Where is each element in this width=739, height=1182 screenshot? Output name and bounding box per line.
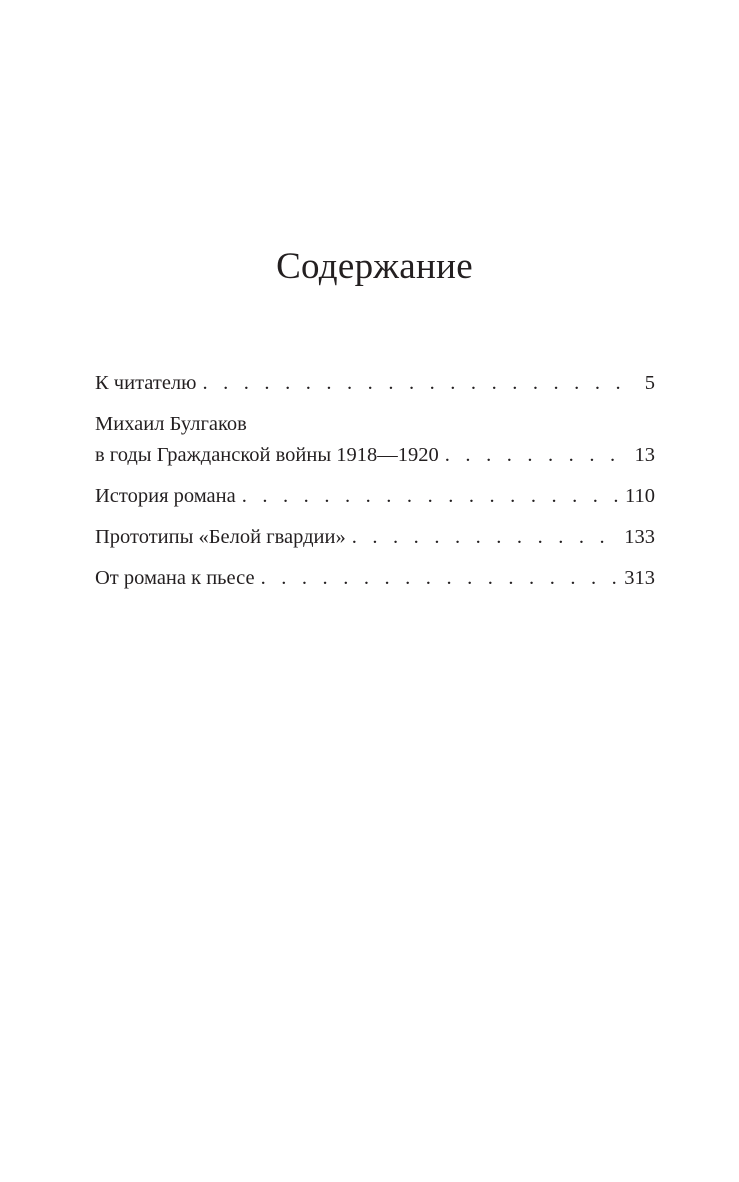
toc-entry-title: Прототипы «Белой гвардии» — [95, 526, 346, 548]
toc-page-number: 13 — [634, 444, 655, 466]
toc-entry-title: в годы Гражданской войны 1918—1920 — [95, 444, 439, 466]
toc-page-number: 313 — [624, 567, 655, 589]
toc-entry-title: История романа — [95, 485, 236, 507]
page-title: Содержание — [276, 246, 473, 287]
toc-entry-title: К читателю — [95, 372, 197, 394]
toc-entry-title-line: Михаил Булгаков — [95, 413, 247, 435]
dot-leader — [352, 522, 619, 553]
dot-leader — [261, 563, 619, 594]
dot-leader — [445, 440, 625, 471]
toc-entry-novel-history — [95, 481, 655, 512]
toc-entry-to-reader — [95, 368, 655, 399]
toc-page-number: 133 — [624, 526, 655, 548]
toc-entry-bulgakov-civil-war — [95, 409, 655, 471]
dot-leader — [242, 481, 619, 512]
table-of-contents — [95, 368, 655, 604]
dot-leader — [202, 368, 625, 399]
toc-page-number: 110 — [625, 485, 655, 507]
toc-entry-novel-to-play — [95, 563, 655, 594]
toc-page-number: 5 — [644, 372, 655, 394]
toc-entry-prototypes — [95, 522, 655, 553]
toc-entry-title: От романа к пьесе — [95, 567, 255, 589]
